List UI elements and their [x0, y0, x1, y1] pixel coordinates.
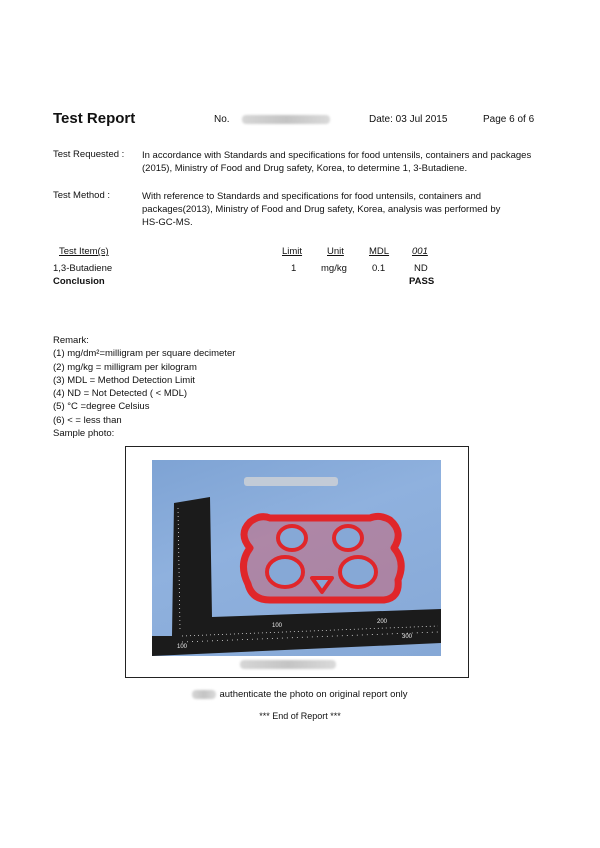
- authenticate-text: authenticate the photo on original report only: [219, 689, 408, 700]
- remark-item: (3) MDL = Method Detection Limit: [53, 374, 195, 386]
- authenticate-note: [0, 689, 600, 700]
- sample-photo-image: [152, 460, 441, 656]
- remarks-section: [53, 334, 235, 440]
- row-test-item: 1,3-Butadiene: [53, 263, 113, 274]
- ruler-mark: 200: [377, 619, 388, 625]
- report-number-label: No.: [214, 114, 230, 125]
- col-header-test-item: Test Item(s): [59, 246, 109, 257]
- test-method-line: packages(2013), Ministry of Food and Drug safety, Korea, analysis was performed by: [142, 204, 501, 215]
- remarks-title: Remark:: [53, 335, 89, 346]
- redacted-report-number: [242, 115, 330, 124]
- remark-item: (1) mg/dm²=milligram per square decimeter: [53, 348, 236, 360]
- col-header-mdl: MDL: [369, 246, 390, 257]
- row-limit: 1: [291, 263, 297, 274]
- test-method-line: With reference to Standards and specifications for food untensils, containers and: [142, 191, 482, 202]
- col-header-sample: 001: [412, 246, 428, 257]
- test-method-text: [142, 190, 562, 229]
- redacted-caption: [240, 660, 336, 669]
- sample-photo-label: Sample photo:: [53, 428, 115, 440]
- report-title: Test Report: [53, 110, 136, 127]
- row-unit: mg/kg: [321, 263, 347, 274]
- end-of-report: *** End of Report ***: [259, 711, 341, 721]
- test-requested-text: [142, 149, 562, 175]
- test-requested-line: In accordance with Standards and specifications for food untensils, containers and packages: [142, 150, 532, 161]
- test-requested-label: Test Requested :: [53, 149, 125, 160]
- row-mdl: 0.1: [372, 263, 386, 274]
- report-number: [214, 114, 330, 125]
- col-header-limit: Limit: [282, 246, 303, 257]
- conclusion-label: Conclusion: [53, 276, 105, 287]
- remark-item: (6) < = less than: [53, 414, 122, 426]
- ruler-mark: 100: [272, 623, 283, 629]
- remark-item: (5) °C =degree Celsius: [53, 401, 150, 413]
- conclusion-value: PASS: [409, 276, 435, 287]
- test-method-line: HS-GC-MS.: [142, 217, 193, 228]
- row-sample-result: ND: [414, 263, 428, 274]
- red-mould: [243, 516, 401, 600]
- redacted-photo-label: [244, 477, 338, 486]
- sample-photo: [152, 460, 441, 656]
- remark-item: (4) ND = Not Detected ( < MDL): [53, 388, 188, 400]
- page-number: Page 6 of 6: [483, 114, 535, 125]
- col-header-unit: Unit: [327, 246, 344, 257]
- test-method-label: Test Method :: [53, 190, 111, 201]
- report-date: Date: 03 Jul 2015: [369, 114, 448, 125]
- ruler-mark: 300: [402, 634, 413, 640]
- remark-item: (2) mg/kg = milligram per kilogram: [53, 361, 197, 373]
- ruler-mark: 100: [177, 644, 188, 650]
- test-requested-line: (2015), Ministry of Food and Drug safety, Korea, to determine 1, 3-Butadiene.: [142, 163, 468, 174]
- redacted-company-name: [192, 690, 216, 699]
